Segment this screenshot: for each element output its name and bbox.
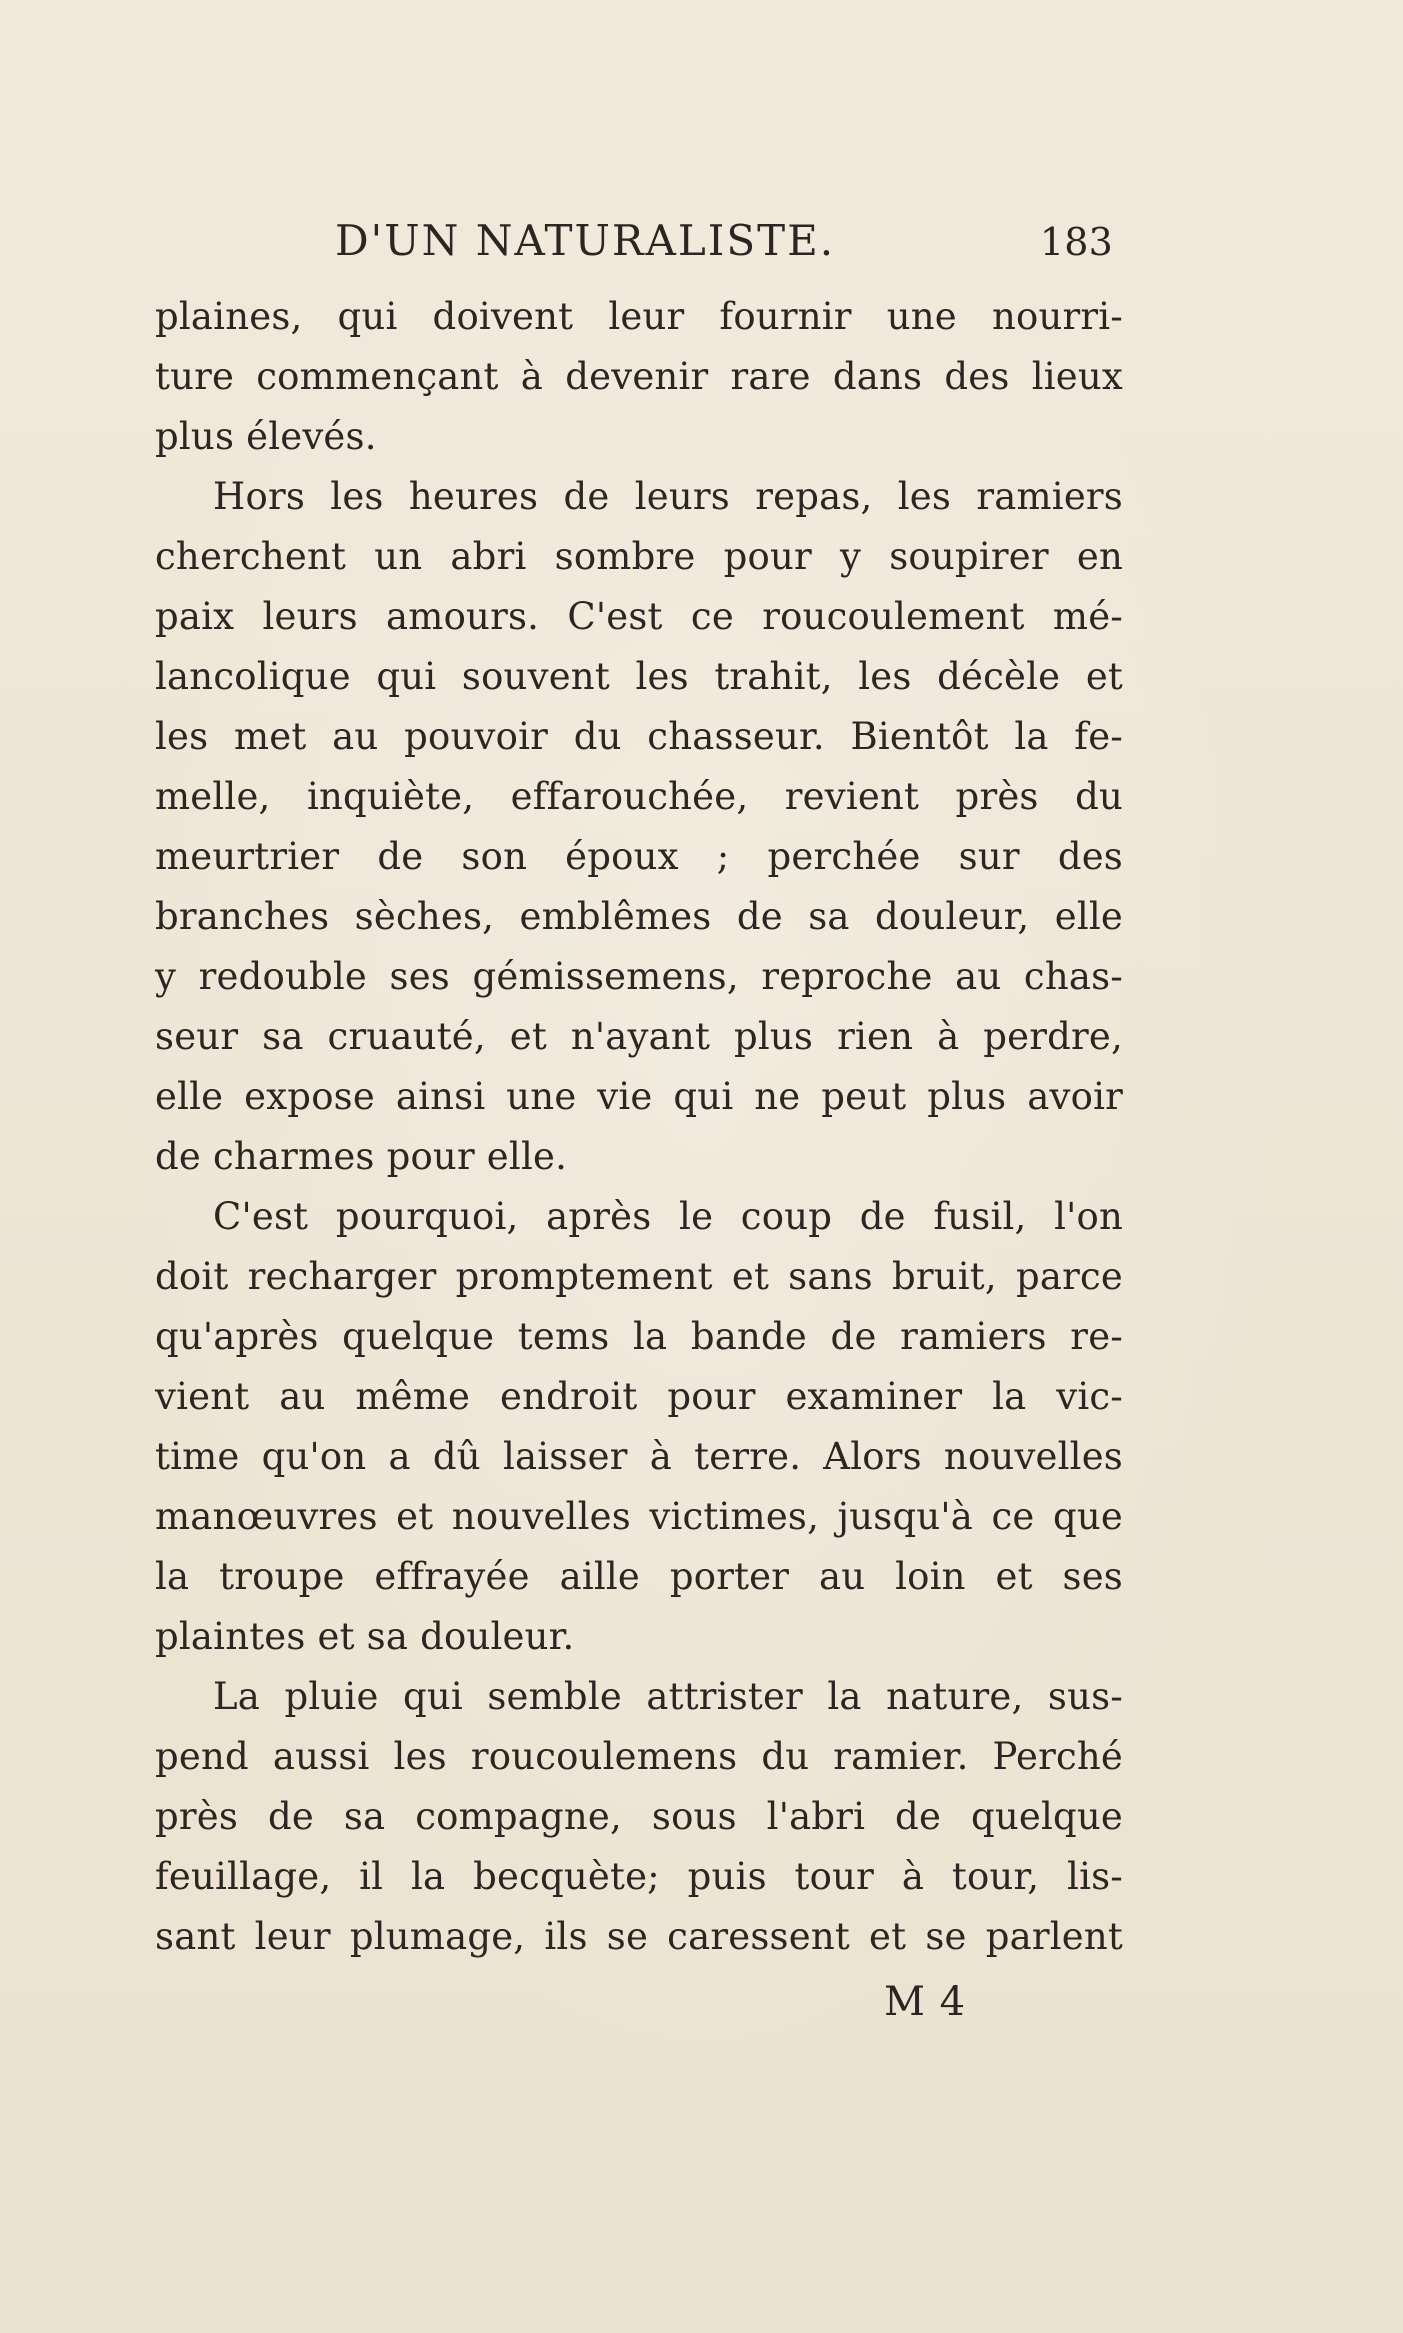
text-line: feuillage, il la becquète; puis tour à tour, lis-	[155, 1855, 1123, 1898]
text-line: seur sa cruauté, et n'ayant plus rien à perdre,	[155, 1015, 1123, 1058]
paragraph-1	[155, 287, 1123, 467]
text-line: melle, inquiète, effarouchée, revient près du	[155, 775, 1123, 818]
text-line: La pluie qui semble attrister la nature, sus-	[213, 1675, 1123, 1718]
text-line: près de sa compagne, sous l'abri de quelque	[155, 1795, 1123, 1838]
text-line: lancolique qui souvent les trahit, les décèle et	[155, 655, 1123, 698]
text-line: doit recharger promptement et sans bruit, parce	[155, 1255, 1123, 1298]
text-line: plaintes et sa douleur.	[155, 1615, 575, 1658]
text-line: vient au même endroit pour examiner la vic-	[155, 1375, 1123, 1418]
text-line: manœuvres et nouvelles victimes, jusqu'à ce que	[155, 1495, 1123, 1538]
text-line: Hors les heures de leurs repas, les ramiers	[213, 475, 1123, 518]
text-line: meurtrier de son époux ; perchée sur des	[155, 835, 1123, 878]
page-number: 183	[1039, 220, 1113, 264]
text-line: time qu'on a dû laisser à terre. Alors nouvelles	[155, 1435, 1123, 1478]
text-line: plaines, qui doivent leur fournir une nourri-	[155, 295, 1123, 338]
text-line: la troupe effrayée aille porter au loin et ses	[155, 1555, 1123, 1598]
text-line: sant leur plumage, ils se caressent et se parlent	[155, 1915, 1123, 1958]
running-head: D'UN NATURALISTE.	[335, 216, 836, 265]
text-line: qu'après quelque tems la bande de ramiers re-	[155, 1315, 1123, 1358]
page-header	[155, 205, 1123, 277]
text-line: y redouble ses gémissemens, reproche au chas-	[155, 955, 1123, 998]
text-line: paix leurs amours. C'est ce roucoulement mé-	[155, 595, 1123, 638]
text-line: de charmes pour elle.	[155, 1135, 568, 1178]
page-text	[155, 205, 1123, 1967]
paragraph-2	[155, 467, 1123, 1187]
text-line: les met au pouvoir du chasseur. Bientôt la fe-	[155, 715, 1123, 758]
text-line: cherchent un abri sombre pour y soupirer en	[155, 535, 1123, 578]
text-line: C'est pourquoi, après le coup de fusil, l'on	[213, 1195, 1123, 1238]
text-line: branches sèches, emblêmes de sa douleur, elle	[155, 895, 1123, 938]
text-line: pend aussi les roucoulemens du ramier. Perché	[155, 1735, 1123, 1778]
text-line: plus élevés.	[155, 415, 377, 458]
text-line: ture commençant à devenir rare dans des lieux	[155, 355, 1123, 398]
paragraph-3	[155, 1187, 1123, 1667]
paragraph-4	[155, 1667, 1123, 1967]
printer-signature: M 4	[884, 1979, 967, 2025]
text-line: elle expose ainsi une vie qui ne peut plus avoir	[155, 1075, 1123, 1118]
